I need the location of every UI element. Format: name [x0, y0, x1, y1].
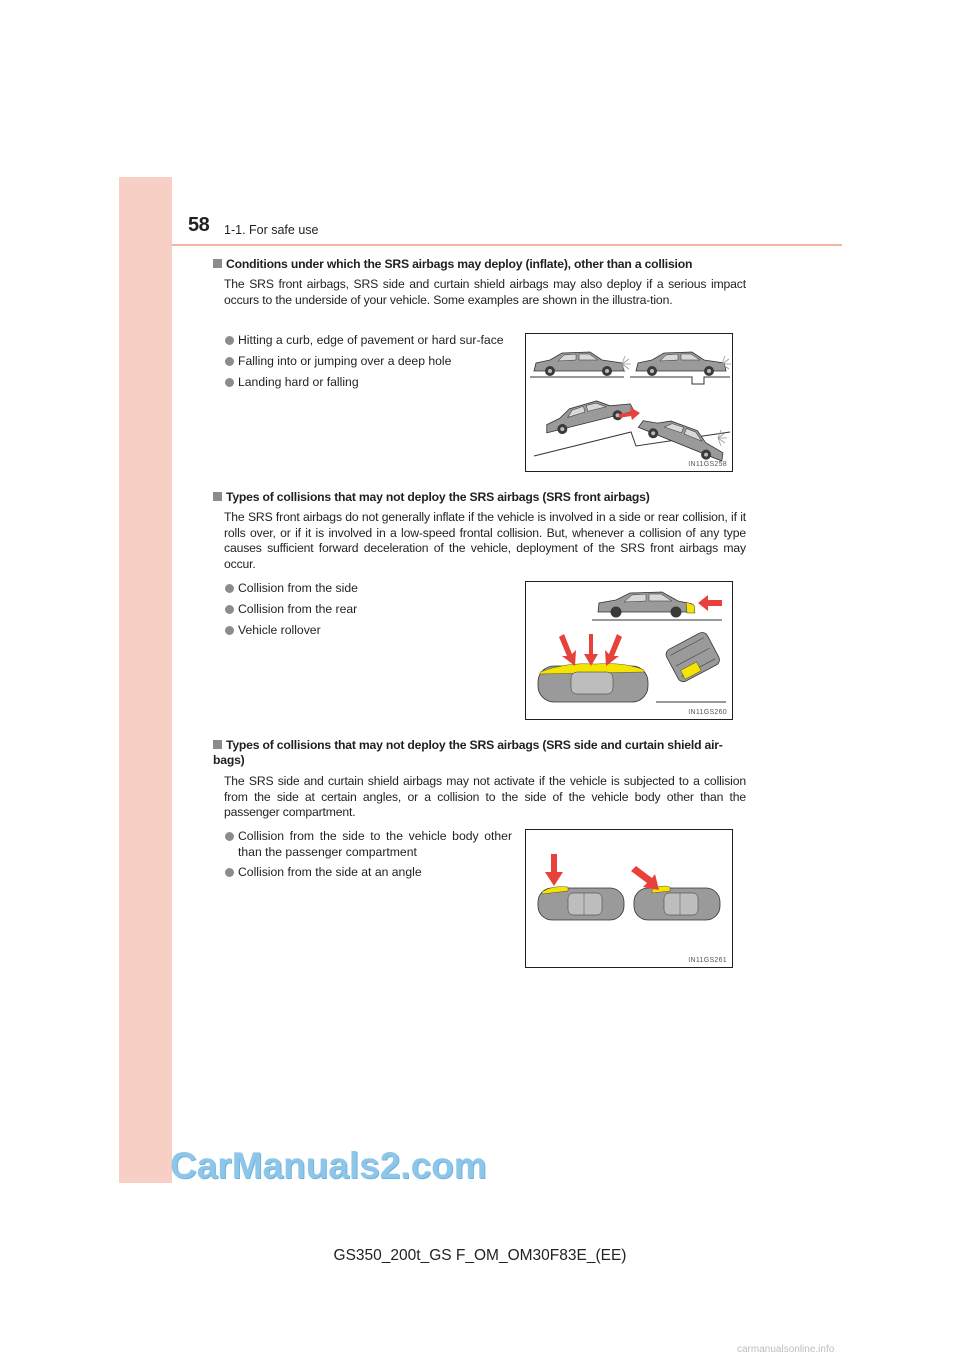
figure-code: IN11GS260: [688, 709, 727, 716]
car-angle-collision: [634, 886, 720, 920]
section-2-bullet-list: [224, 581, 514, 644]
round-bullet-icon: [225, 584, 234, 593]
round-bullet-icon: [225, 357, 234, 366]
square-bullet-icon: [213, 259, 222, 268]
list-item: Collision from the rear: [224, 602, 514, 618]
list-item: Landing hard or falling: [224, 375, 512, 391]
car-body-side-collision: [538, 887, 624, 920]
rear-impact-arrow-icon: [698, 595, 722, 611]
car-rollover: [664, 630, 722, 683]
list-item: Vehicle rollover: [224, 623, 514, 639]
car-landing-hard: [636, 410, 728, 466]
section-2-heading: Types of collisions that may not deploy the SRS airbags (SRS front airbags): [213, 490, 753, 505]
angled-impact-arrow-icon: [631, 866, 659, 890]
side-rear-rollover-illustration: [526, 582, 732, 719]
list-item: Collision from the side: [224, 581, 514, 597]
list-item: Collision from the side to the vehicle body other than the passenger compartment: [224, 829, 512, 860]
side-impact-arrow-icon: [559, 634, 576, 666]
car-hitting-curb: [534, 352, 624, 376]
round-bullet-icon: [225, 832, 234, 841]
round-bullet-icon: [225, 868, 234, 877]
round-bullet-icon: [225, 378, 234, 387]
round-bullet-icon: [225, 626, 234, 635]
underside-impact-illustration: [526, 334, 732, 471]
footer-manual-code: GS350_200t_GS F_OM_OM30F83E_(EE): [333, 1247, 627, 1264]
figure-side-angle-collision: [525, 829, 733, 968]
side-angle-collision-illustration: [526, 830, 732, 967]
section-1-heading: Conditions under which the SRS airbags may deploy (inflate), other than a collision: [213, 257, 753, 272]
car-rear-collision: [598, 592, 695, 618]
section-1-bullet-list: [224, 333, 512, 396]
section-3-heading: Types of collisions that may not deploy the SRS airbags (SRS side and curtain shield air-bags): [213, 738, 723, 767]
header-rule: [172, 244, 842, 246]
list-item: Collision from the side at an angle: [224, 865, 512, 881]
section-2-paragraph: The SRS front airbags do not generally inflate if the vehicle is involved in a side or rear collision, if it rolls over, or if it is involved in a low-speed frontal collision. But, whenever a collision of any type causes sufficient forward deceleration of the vehicle, deployment of the SRS front airbags may occur.: [224, 510, 746, 571]
car-falling-into-hole: [636, 352, 726, 376]
section-3-paragraph: The SRS side and curtain shield airbags may not activate if the vehicle is subjected to a collision from the side at certain angles, or a collision to the side of the vehicle body other than the passenger compartment.: [224, 774, 746, 820]
watermark-footer: carmanualsonline.info: [737, 1344, 835, 1355]
square-bullet-icon: [213, 492, 222, 501]
side-impact-arrow-icon: [584, 634, 598, 666]
round-bullet-icon: [225, 336, 234, 345]
page-number: 58: [188, 214, 210, 236]
figure-side-rear-rollover: [525, 581, 733, 720]
car-side-collision: [538, 664, 648, 702]
list-item: Hitting a curb, edge of pavement or hard sur-face: [224, 333, 512, 349]
square-bullet-icon: [213, 740, 222, 749]
section-3-bullet-list: [224, 829, 512, 886]
chapter-sidebar-band: [119, 177, 172, 1183]
section-title: 1-1. For safe use: [224, 223, 319, 237]
section-1-paragraph: The SRS front airbags, SRS side and curtain shield airbags may also deploy if a serious impact occurs to the underside of your vehicle. Some examples are shown in the illustra-tion.: [224, 277, 746, 307]
figure-underside-impact: [525, 333, 733, 472]
figure-code: IN11GS258: [688, 461, 727, 468]
side-impact-arrow-icon: [605, 634, 622, 666]
figure-code: IN11GS261: [688, 957, 727, 964]
watermark-logo[interactable]: CarManuals2.com: [170, 1145, 487, 1186]
impact-arrow-icon: [545, 854, 563, 886]
round-bullet-icon: [225, 605, 234, 614]
list-item: Falling into or jumping over a deep hole: [224, 354, 512, 370]
